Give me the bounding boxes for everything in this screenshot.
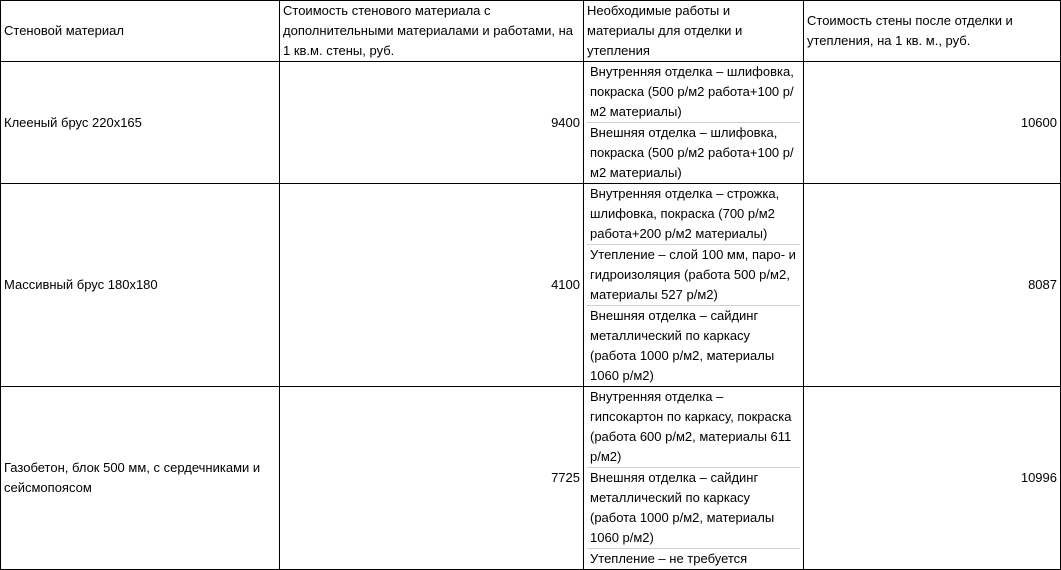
cost-wall-cell: 7725	[280, 387, 584, 570]
work-item: Внешняя отделка – сайдинг металлический по каркасу (работа 1000 р/м2, материалы 1060 р/м2)	[587, 467, 800, 548]
table-row	[1, 62, 1061, 184]
work-item: Утепление – не требуется	[587, 548, 800, 569]
work-item: Внутренняя отделка – строжка, шлифовка, покраска (700 р/м2 работа+200 р/м2 материалы)	[590, 186, 780, 241]
work-item: Внутренняя отделка – гипсокартон по каркасу, покраска (работа 600 р/м2, материалы 611 р/м2)	[590, 389, 792, 464]
table-row	[1, 184, 1061, 387]
works-cell	[584, 184, 804, 387]
work-item: Внутренняя отделка – шлифовка, покраска (500 р/м2 работа+100 р/м2 материалы)	[590, 64, 794, 119]
cost-final-cell: 10996	[804, 387, 1061, 570]
cost-wall-cell: 4100	[280, 184, 584, 387]
works-cell	[584, 62, 804, 184]
header-cost-final: Стоимость стены после отделки и утепления, на 1 кв. м., руб.	[804, 1, 1061, 62]
work-item: Внешняя отделка – сайдинг металлический по каркасу (работа 1000 р/м2, материалы 1060 р/м2)	[587, 305, 800, 386]
header-cost-wall: Стоимость стенового материала с дополнительными материалами и работами, на 1 кв.м. стены, руб.	[280, 1, 584, 62]
table-row	[1, 387, 1061, 570]
cost-final-cell: 10600	[804, 62, 1061, 184]
header-works: Необходимые работы и материалы для отделки и утепления	[584, 1, 804, 62]
work-item: Утепление – слой 100 мм, паро- и гидроизоляция (работа 500 р/м2, материалы 527 р/м2)	[587, 244, 800, 305]
material-cell: Клееный брус 220х165	[1, 62, 280, 184]
header-row	[1, 1, 1061, 62]
work-item: Внешняя отделка – шлифовка, покраска (500 р/м2 работа+100 р/м2 материалы)	[587, 122, 800, 183]
works-cell	[584, 387, 804, 570]
cost-final-cell: 8087	[804, 184, 1061, 387]
material-cell: Газобетон, блок 500 мм, с сердечниками и сейсмопоясом	[1, 387, 280, 570]
material-cell: Массивный брус 180х180	[1, 184, 280, 387]
header-material: Стеновой материал	[1, 1, 280, 62]
cost-wall-cell: 9400	[280, 62, 584, 184]
